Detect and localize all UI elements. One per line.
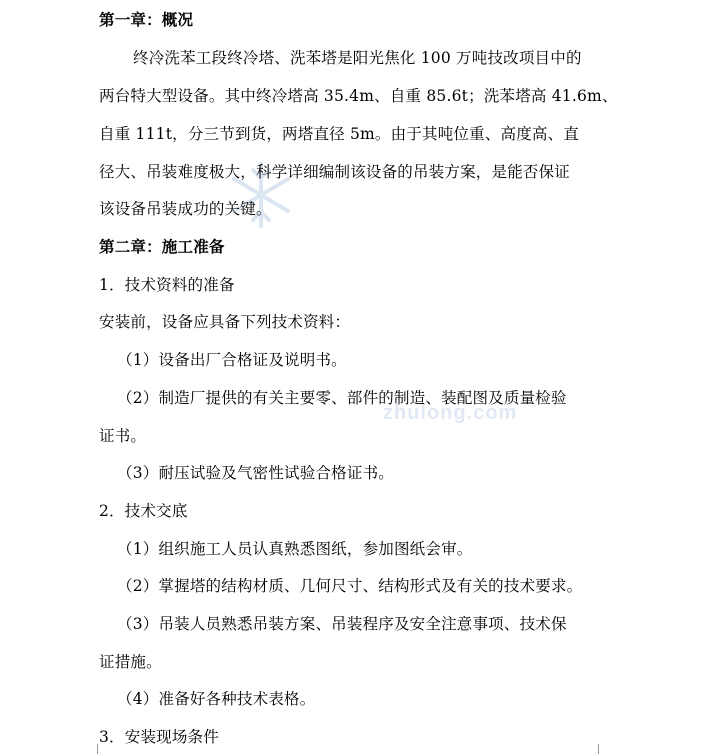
chapter-2-heading: 第二章：施工准备 [99,238,225,256]
section-2-item-2: （2）掌握塔的结构材质、几何尺寸、结构形式及有关的技术要求。 [117,577,583,595]
section-1-item-2-line-2: 证书。 [99,427,147,445]
section-2-item-3-line-2: 证措施。 [99,653,162,671]
corner-mark-bottom-right [598,744,609,754]
corner-mark-bottom-left [87,744,98,754]
section-1-item-1: （1）设备出厂合格证及说明书。 [117,351,347,369]
paragraph-1-line-4: 径大、吊装难度极大，科学详细编制该设备的吊装方案，是能否保证 [99,163,571,181]
section-1-intro: 安装前，设备应具备下列技术资料： [99,313,351,331]
section-1-item-3: （3）耐压试验及气密性试验合格证书。 [117,464,394,482]
chapter-1-heading: 第一章：概况 [99,11,194,29]
section-1-title: 1．技术资料的准备 [99,276,235,294]
paragraph-1-line-3: 自重 111t，分三节到货，两塔直径 5m。由于其吨位重、高度高、直 [99,125,580,143]
paragraph-1-line-1: 终冷洗苯工段终冷塔、洗苯塔是阳光焦化 100 万吨技改项目中的 [133,49,582,67]
section-1-item-2-line-1: （2）制造厂提供的有关主要零、部件的制造、装配图及质量检验 [117,389,567,407]
section-2-item-3-line-1: （3）吊装人员熟悉吊装方案、吊装程序及安全注意事项、技术保 [117,615,567,633]
section-2-item-1: （1）组织施工人员认真熟悉图纸，参加图纸会审。 [117,540,473,558]
paragraph-1-line-2: 两台特大型设备。其中终冷塔高 35.4m、自重 85.6t；洗苯塔高 41.6m、 [99,87,618,105]
section-2-item-4: （4）准备好各种技术表格。 [117,690,316,708]
section-3-title: 3．安装现场条件 [99,728,219,746]
watermark-text: zhulong.com [383,402,518,424]
section-2-title: 2．技术交底 [99,502,188,520]
paragraph-1-line-5: 该设备吊装成功的关键。 [99,200,272,218]
